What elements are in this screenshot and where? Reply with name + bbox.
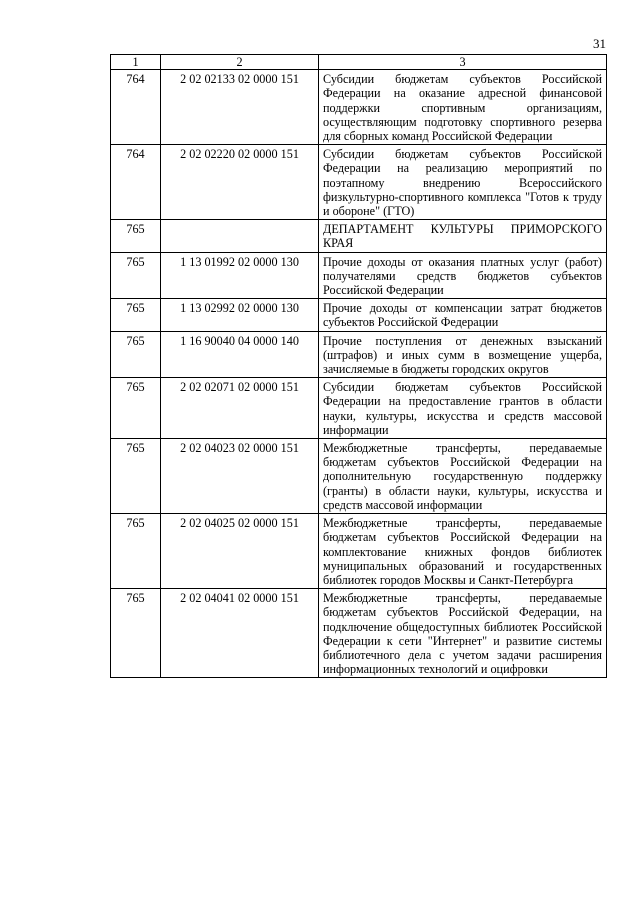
admin-code-cell: 765 [111,589,161,678]
admin-code-cell: 764 [111,145,161,220]
description-cell: Прочие доходы от компенсации затрат бюджетов субъектов Российской Федерации [319,299,607,331]
description-cell: Межбюджетные трансферты, передаваемые бюджетам субъектов Российской Федерации на комплектование книжных фондов библиотек муниципальных образований и государственных библиотек городов Москвы и Санкт-Петербурга [319,514,607,589]
column-header-2: 2 [161,55,319,70]
page-number: 31 [593,36,606,51]
kbk-code-cell: 2 02 02071 02 0000 151 [161,378,319,439]
table-row [111,331,607,378]
admin-code-cell: 765 [111,220,161,252]
description-cell: Межбюджетные трансферты, передаваемые бюджетам субъектов Российской Федерации на дополнительную государственную поддержку (гранты) в области науки, культуры, искусства и средств массовой информации [319,439,607,514]
admin-code-cell: 764 [111,70,161,145]
admin-code-cell: 765 [111,378,161,439]
kbk-code-cell [161,220,319,252]
column-header-1: 1 [111,55,161,70]
admin-code-cell: 765 [111,252,161,299]
table-row [111,220,607,252]
description-cell: Субсидии бюджетам субъектов Российской Федерации на реализацию мероприятий по поэтапному внедрению Всероссийского физкультурно-спортивного комплекса "Готов к труду и обороне" (ГТО) [319,145,607,220]
admin-code-cell: 765 [111,514,161,589]
table-row [111,378,607,439]
kbk-code-cell: 2 02 02133 02 0000 151 [161,70,319,145]
admin-code-cell: 765 [111,299,161,331]
kbk-code-cell: 1 16 90040 04 0000 140 [161,331,319,378]
kbk-code-cell: 2 02 04023 02 0000 151 [161,439,319,514]
column-header-3: 3 [319,55,607,70]
table-row [111,145,607,220]
description-cell: Межбюджетные трансферты, передаваемые бюджетам субъектов Российской Федерации, на подключение общедоступных библиотек Российской Федерации к сети "Интернет" и развитие системы библиотечного дела с учетом задачи расширения информационных технологий и оцифровки [319,589,607,678]
kbk-code-cell: 2 02 04041 02 0000 151 [161,589,319,678]
kbk-code-cell: 1 13 01992 02 0000 130 [161,252,319,299]
table-row [111,514,607,589]
table-header-row [111,55,607,70]
description-cell: Прочие доходы от оказания платных услуг (работ) получателями средств бюджетов субъектов Российской Федерации [319,252,607,299]
description-cell: Субсидии бюджетам субъектов Российской Федерации на предоставление грантов в области науки, культуры, искусства и средств массовой информации [319,378,607,439]
department-name-cell: ДЕПАРТАМЕНТ КУЛЬТУРЫ ПРИМОРСКОГО КРАЯ [319,220,607,252]
table-row [111,252,607,299]
revenue-codes-table [110,54,607,678]
table-row [111,299,607,331]
table-row [111,70,607,145]
kbk-code-cell: 2 02 02220 02 0000 151 [161,145,319,220]
admin-code-cell: 765 [111,439,161,514]
kbk-code-cell: 1 13 02992 02 0000 130 [161,299,319,331]
table-row [111,589,607,678]
description-cell: Прочие поступления от денежных взысканий (штрафов) и иных сумм в возмещение ущерба, зачисляемые в бюджеты городских округов [319,331,607,378]
description-cell: Субсидии бюджетам субъектов Российской Федерации на оказание адресной финансовой поддержки спортивным организациям, осуществляющим подготовку спортивного резерва для сборных команд Российской Федерации [319,70,607,145]
kbk-code-cell: 2 02 04025 02 0000 151 [161,514,319,589]
admin-code-cell: 765 [111,331,161,378]
table-row [111,439,607,514]
